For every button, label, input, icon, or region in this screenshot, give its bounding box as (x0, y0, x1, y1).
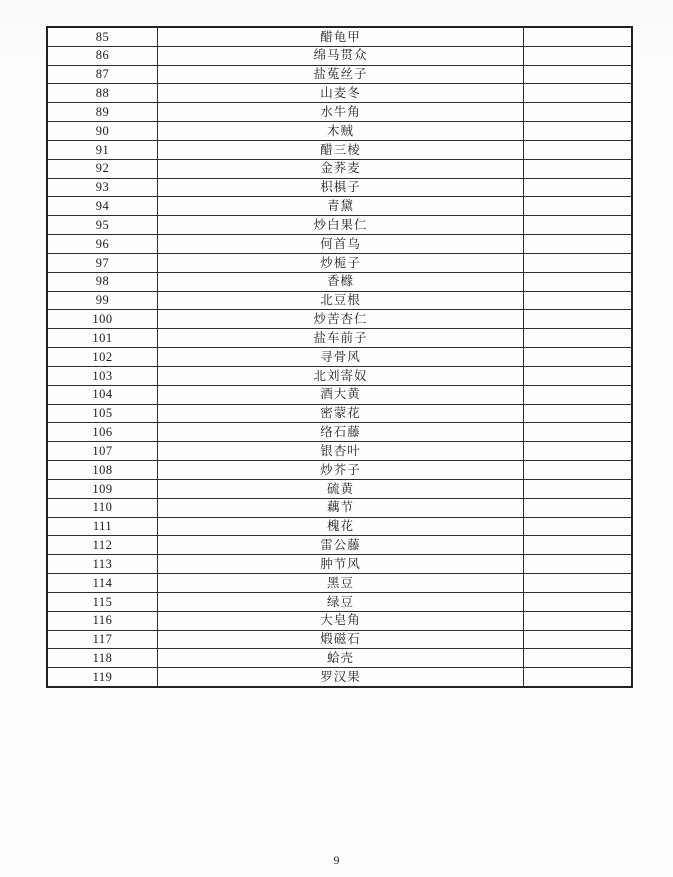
row-number-cell: 115 (48, 593, 158, 611)
empty-cell (524, 273, 631, 291)
herb-name-cell: 槐花 (158, 518, 524, 536)
empty-cell (524, 348, 631, 366)
row-number-cell: 108 (48, 461, 158, 479)
row-number-cell: 90 (48, 122, 158, 140)
table-row (48, 593, 631, 612)
row-number-cell: 118 (48, 649, 158, 667)
herb-name-cell: 罗汉果 (158, 668, 524, 686)
empty-cell (524, 518, 631, 536)
row-number-cell: 100 (48, 310, 158, 328)
herb-name-cell: 木贼 (158, 122, 524, 140)
row-number-cell: 95 (48, 216, 158, 234)
empty-cell (524, 179, 631, 197)
empty-cell (524, 235, 631, 253)
row-number-cell: 113 (48, 555, 158, 573)
row-number-cell: 112 (48, 536, 158, 554)
table-row (48, 405, 631, 424)
row-number-cell: 91 (48, 141, 158, 159)
empty-cell (524, 292, 631, 310)
table-row (48, 273, 631, 292)
herb-name-cell: 密蒙花 (158, 405, 524, 423)
empty-cell (524, 141, 631, 159)
empty-cell (524, 649, 631, 667)
row-number-cell: 89 (48, 103, 158, 121)
table-row (48, 103, 631, 122)
empty-cell (524, 103, 631, 121)
herb-name-cell: 寻骨风 (158, 348, 524, 366)
empty-cell (524, 405, 631, 423)
herb-name-cell: 金荞麦 (158, 160, 524, 178)
empty-cell (524, 254, 631, 272)
table-row (48, 310, 631, 329)
empty-cell (524, 47, 631, 65)
herb-name-cell: 络石藤 (158, 423, 524, 441)
herb-name-cell: 醋三棱 (158, 141, 524, 159)
herb-name-cell: 绵马贯众 (158, 47, 524, 65)
table-row (48, 480, 631, 499)
table-row (48, 631, 631, 650)
row-number-cell: 86 (48, 47, 158, 65)
row-number-cell: 97 (48, 254, 158, 272)
table-row (48, 122, 631, 141)
row-number-cell: 107 (48, 442, 158, 460)
row-number-cell: 85 (48, 28, 158, 46)
herb-name-cell: 盐菟丝子 (158, 66, 524, 84)
table-row (48, 235, 631, 254)
empty-cell (524, 574, 631, 592)
table-row (48, 386, 631, 405)
table-row (48, 423, 631, 442)
empty-cell (524, 423, 631, 441)
table-row (48, 649, 631, 668)
empty-cell (524, 480, 631, 498)
table-row (48, 442, 631, 461)
table-row (48, 367, 631, 386)
herb-table (46, 26, 633, 688)
row-number-cell: 116 (48, 612, 158, 630)
empty-cell (524, 612, 631, 630)
empty-cell (524, 386, 631, 404)
empty-cell (524, 329, 631, 347)
table-row (48, 574, 631, 593)
row-number-cell: 87 (48, 66, 158, 84)
page-number: 9 (333, 853, 340, 867)
herb-name-cell: 银杏叶 (158, 442, 524, 460)
herb-name-cell: 北豆根 (158, 292, 524, 310)
table-row (48, 461, 631, 480)
table-row (48, 197, 631, 216)
herb-name-cell: 盐车前子 (158, 329, 524, 347)
row-number-cell: 103 (48, 367, 158, 385)
table-row (48, 179, 631, 198)
table-row (48, 518, 631, 537)
empty-cell (524, 310, 631, 328)
empty-cell (524, 84, 631, 102)
row-number-cell: 102 (48, 348, 158, 366)
herb-name-cell: 藕节 (158, 499, 524, 517)
table-row (48, 47, 631, 66)
herb-name-cell: 炒栀子 (158, 254, 524, 272)
herb-name-cell: 何首乌 (158, 235, 524, 253)
herb-name-cell: 香橼 (158, 273, 524, 291)
row-number-cell: 98 (48, 273, 158, 291)
table-row (48, 141, 631, 160)
row-number-cell: 110 (48, 499, 158, 517)
empty-cell (524, 593, 631, 611)
herb-name-cell: 蛤壳 (158, 649, 524, 667)
table-row (48, 84, 631, 103)
table-row (48, 536, 631, 555)
empty-cell (524, 461, 631, 479)
table-row (48, 66, 631, 85)
empty-cell (524, 66, 631, 84)
empty-cell (524, 442, 631, 460)
empty-cell (524, 28, 631, 46)
empty-cell (524, 555, 631, 573)
row-number-cell: 117 (48, 631, 158, 649)
herb-name-cell: 硫黄 (158, 480, 524, 498)
herb-name-cell: 煅磁石 (158, 631, 524, 649)
herb-name-cell: 炒苦杏仁 (158, 310, 524, 328)
row-number-cell: 99 (48, 292, 158, 310)
row-number-cell: 92 (48, 160, 158, 178)
table-row (48, 555, 631, 574)
herb-name-cell: 炒芥子 (158, 461, 524, 479)
herb-name-cell: 大皂角 (158, 612, 524, 630)
herb-name-cell: 北刘寄奴 (158, 367, 524, 385)
table-row (48, 499, 631, 518)
row-number-cell: 88 (48, 84, 158, 102)
empty-cell (524, 197, 631, 215)
row-number-cell: 106 (48, 423, 158, 441)
herb-name-cell: 青黛 (158, 197, 524, 215)
table-row (48, 28, 631, 47)
table-row (48, 668, 631, 686)
table-row (48, 348, 631, 367)
empty-cell (524, 367, 631, 385)
row-number-cell: 104 (48, 386, 158, 404)
row-number-cell: 93 (48, 179, 158, 197)
herb-name-cell: 山麦冬 (158, 84, 524, 102)
row-number-cell: 96 (48, 235, 158, 253)
row-number-cell: 94 (48, 197, 158, 215)
row-number-cell: 119 (48, 668, 158, 686)
table-row (48, 329, 631, 348)
table-row (48, 216, 631, 235)
empty-cell (524, 160, 631, 178)
herb-name-cell: 绿豆 (158, 593, 524, 611)
table-row (48, 292, 631, 311)
row-number-cell: 114 (48, 574, 158, 592)
herb-name-cell: 肿节风 (158, 555, 524, 573)
empty-cell (524, 536, 631, 554)
empty-cell (524, 668, 631, 686)
herb-name-cell: 黑豆 (158, 574, 524, 592)
herb-name-cell: 炒白果仁 (158, 216, 524, 234)
herb-name-cell: 枳椇子 (158, 179, 524, 197)
empty-cell (524, 216, 631, 234)
empty-cell (524, 631, 631, 649)
empty-cell (524, 122, 631, 140)
table-row (48, 254, 631, 273)
row-number-cell: 111 (48, 518, 158, 536)
row-number-cell: 109 (48, 480, 158, 498)
herb-name-cell: 酒大黄 (158, 386, 524, 404)
herb-name-cell: 水牛角 (158, 103, 524, 121)
empty-cell (524, 499, 631, 517)
row-number-cell: 101 (48, 329, 158, 347)
herb-name-cell: 醋龟甲 (158, 28, 524, 46)
row-number-cell: 105 (48, 405, 158, 423)
table-row (48, 160, 631, 179)
herb-name-cell: 雷公藤 (158, 536, 524, 554)
table-row (48, 612, 631, 631)
